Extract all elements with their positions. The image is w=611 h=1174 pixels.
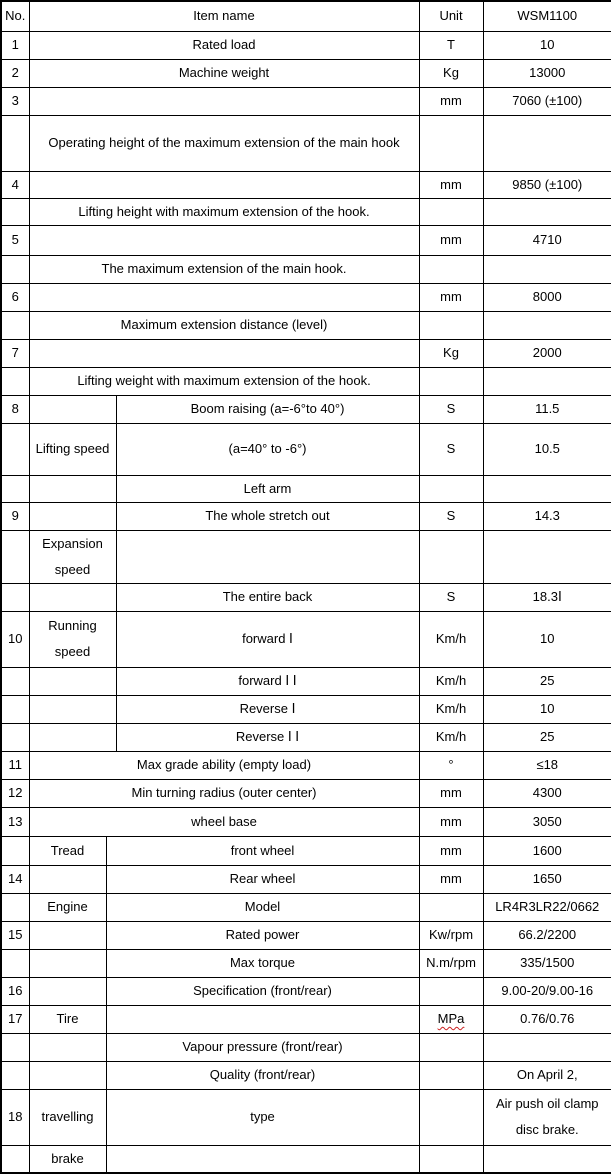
value-cell: ≤18 — [483, 751, 611, 779]
value-cell: 9.00-20/9.00-16 — [483, 977, 611, 1005]
item-cell: Min turning radius (outer center) — [29, 779, 419, 807]
item-cell — [106, 1005, 419, 1033]
value-cell: 66.2/2200 — [483, 921, 611, 949]
table-row — [1, 865, 611, 893]
no-cell: 9 — [1, 502, 29, 530]
group-cell — [29, 395, 116, 423]
unit-cell: S — [419, 502, 483, 530]
item-cell: Maximum extension distance (level) — [29, 311, 419, 339]
unit-cell: mm — [419, 87, 483, 115]
table-row — [1, 225, 611, 255]
table-row — [1, 339, 611, 367]
unit-cell — [419, 1005, 483, 1033]
no-cell: 7 — [1, 339, 29, 367]
table-row — [1, 395, 611, 423]
value-cell — [483, 198, 611, 225]
item-cell: forward Ⅰ — [116, 611, 419, 667]
no-cell: 5 — [1, 225, 29, 255]
unit-cell — [419, 977, 483, 1005]
group-cell — [29, 1061, 106, 1089]
unit-cell: Kg — [419, 59, 483, 87]
value-cell — [483, 1033, 611, 1061]
table-row — [1, 723, 611, 751]
group-cell: Tire — [29, 1005, 106, 1033]
item-cell: The entire back — [116, 583, 419, 611]
table-row — [1, 921, 611, 949]
no-cell: 14 — [1, 865, 29, 893]
unit-cell — [419, 1061, 483, 1089]
no-cell: 13 — [1, 807, 29, 836]
item-cell: Boom raising (a=-6°to 40°) — [116, 395, 419, 423]
no-cell — [1, 475, 29, 502]
table-row — [1, 198, 611, 225]
table-row — [1, 611, 611, 667]
unit-cell — [419, 115, 483, 171]
unit-cell: mm — [419, 865, 483, 893]
unit-cell: mm — [419, 779, 483, 807]
no-cell: 16 — [1, 977, 29, 1005]
unit-cell — [419, 198, 483, 225]
unit-cell: mm — [419, 171, 483, 198]
no-cell — [1, 1061, 29, 1089]
header-no: No. — [1, 1, 29, 31]
item-cell: Quality (front/rear) — [106, 1061, 419, 1089]
no-cell — [1, 893, 29, 921]
unit-cell: Kw/rpm — [419, 921, 483, 949]
group-cell: Running speed — [29, 611, 116, 667]
header-row — [1, 1, 611, 31]
unit-cell: Km/h — [419, 611, 483, 667]
no-cell — [1, 367, 29, 395]
no-cell — [1, 723, 29, 751]
value-cell: 8000 — [483, 283, 611, 311]
table-row — [1, 1089, 611, 1145]
table-row — [1, 171, 611, 198]
group-cell — [29, 1033, 106, 1061]
value-cell — [483, 475, 611, 502]
item-cell: Max grade ability (empty load) — [29, 751, 419, 779]
no-cell: 2 — [1, 59, 29, 87]
table-row — [1, 502, 611, 530]
group-cell — [29, 949, 106, 977]
no-cell — [1, 530, 29, 583]
value-cell — [483, 1145, 611, 1173]
value-cell — [483, 311, 611, 339]
group-cell — [29, 865, 106, 893]
no-cell — [1, 255, 29, 283]
unit-cell — [419, 367, 483, 395]
value-cell: 2000 — [483, 339, 611, 367]
item-cell — [29, 339, 419, 367]
group-cell: Engine — [29, 893, 106, 921]
value-cell: 14.3 — [483, 502, 611, 530]
table-row — [1, 779, 611, 807]
item-cell: (a=40° to -6°) — [116, 423, 419, 475]
unit-cell: mm — [419, 283, 483, 311]
no-cell: 10 — [1, 611, 29, 667]
table-row — [1, 255, 611, 283]
item-cell — [29, 283, 419, 311]
item-cell: Lifting height with maximum extension of the hook. — [29, 198, 419, 225]
group-cell: Tread — [29, 836, 106, 865]
value-cell: 3050 — [483, 807, 611, 836]
value-cell: 10 — [483, 31, 611, 59]
value-cell: Air push oil clamp disc brake. — [483, 1089, 611, 1145]
value-cell: On April 2, — [483, 1061, 611, 1089]
no-cell — [1, 667, 29, 695]
no-cell — [1, 583, 29, 611]
group-cell: travelling — [29, 1089, 106, 1145]
group-cell: Expansion speed — [29, 530, 116, 583]
item-cell — [29, 87, 419, 115]
table-row — [1, 583, 611, 611]
table-row — [1, 893, 611, 921]
unit-cell — [419, 255, 483, 283]
unit-cell — [419, 893, 483, 921]
item-cell — [116, 530, 419, 583]
header-item: Item name — [29, 1, 419, 31]
unit-cell — [419, 311, 483, 339]
value-cell — [483, 115, 611, 171]
table-row — [1, 115, 611, 171]
value-cell — [483, 530, 611, 583]
item-cell: Max torque — [106, 949, 419, 977]
no-cell — [1, 115, 29, 171]
value-cell: 9850 (±100) — [483, 171, 611, 198]
value-cell: 10 — [483, 611, 611, 667]
table-row — [1, 1033, 611, 1061]
group-cell — [29, 583, 116, 611]
no-cell — [1, 949, 29, 977]
value-cell: 18.3Ⅰ — [483, 583, 611, 611]
no-cell: 17 — [1, 1005, 29, 1033]
no-cell: 4 — [1, 171, 29, 198]
unit-cell — [419, 475, 483, 502]
no-cell — [1, 695, 29, 723]
unit-cell — [419, 1033, 483, 1061]
unit-cell: Kg — [419, 339, 483, 367]
value-cell: 0.76/0.76 — [483, 1005, 611, 1033]
group-cell — [29, 502, 116, 530]
table-row — [1, 751, 611, 779]
table-row — [1, 31, 611, 59]
unit-cell: N.m/rpm — [419, 949, 483, 977]
value-cell: 1600 — [483, 836, 611, 865]
value-cell — [483, 367, 611, 395]
group-cell: brake — [29, 1145, 106, 1173]
no-cell: 18 — [1, 1089, 29, 1145]
table-row — [1, 283, 611, 311]
unit-cell: Km/h — [419, 667, 483, 695]
item-cell: Operating height of the maximum extension of the main hook — [29, 115, 419, 171]
item-cell: front wheel — [106, 836, 419, 865]
no-cell: 3 — [1, 87, 29, 115]
no-cell — [1, 836, 29, 865]
table-row — [1, 807, 611, 836]
item-cell: Reverse Ⅰ Ⅰ — [116, 723, 419, 751]
item-cell: The maximum extension of the main hook. — [29, 255, 419, 283]
value-cell: 4710 — [483, 225, 611, 255]
unit-text-misspelled: MPa — [437, 1011, 465, 1026]
no-cell: 15 — [1, 921, 29, 949]
unit-cell: mm — [419, 836, 483, 865]
table-row — [1, 1005, 611, 1033]
item-cell: The whole stretch out — [116, 502, 419, 530]
table-row — [1, 423, 611, 475]
table-row — [1, 1145, 611, 1173]
group-cell — [29, 475, 116, 502]
table-row — [1, 1061, 611, 1089]
item-cell: Rear wheel — [106, 865, 419, 893]
item-cell: Machine weight — [29, 59, 419, 87]
table-row — [1, 977, 611, 1005]
table-row — [1, 59, 611, 87]
value-cell: 11.5 — [483, 395, 611, 423]
no-cell: 6 — [1, 283, 29, 311]
unit-cell: S — [419, 395, 483, 423]
no-cell: 8 — [1, 395, 29, 423]
value-cell: 13000 — [483, 59, 611, 87]
item-cell — [29, 171, 419, 198]
no-cell: 11 — [1, 751, 29, 779]
table-row — [1, 367, 611, 395]
item-cell: Left arm — [116, 475, 419, 502]
value-cell: 10.5 — [483, 423, 611, 475]
item-cell: Vapour pressure (front/rear) — [106, 1033, 419, 1061]
no-cell: 12 — [1, 779, 29, 807]
group-cell — [29, 695, 116, 723]
group-cell — [29, 723, 116, 751]
no-cell — [1, 1033, 29, 1061]
table-row — [1, 667, 611, 695]
value-cell: 25 — [483, 723, 611, 751]
item-cell: forward Ⅰ Ⅰ — [116, 667, 419, 695]
item-cell: Rated power — [106, 921, 419, 949]
table-row — [1, 530, 611, 583]
unit-cell: Km/h — [419, 723, 483, 751]
value-cell: 335/1500 — [483, 949, 611, 977]
group-cell: Lifting speed — [29, 423, 116, 475]
unit-cell: mm — [419, 807, 483, 836]
table-row — [1, 949, 611, 977]
unit-cell: ° — [419, 751, 483, 779]
header-unit: Unit — [419, 1, 483, 31]
table-row — [1, 836, 611, 865]
value-cell: 7060 (±100) — [483, 87, 611, 115]
value-cell: 10 — [483, 695, 611, 723]
group-cell — [29, 667, 116, 695]
group-cell — [29, 921, 106, 949]
unit-cell: mm — [419, 225, 483, 255]
no-cell — [1, 423, 29, 475]
item-cell: Model — [106, 893, 419, 921]
unit-cell: T — [419, 31, 483, 59]
item-cell: Reverse Ⅰ — [116, 695, 419, 723]
item-cell — [29, 225, 419, 255]
no-cell: 1 — [1, 31, 29, 59]
table-row — [1, 87, 611, 115]
item-cell: wheel base — [29, 807, 419, 836]
no-cell — [1, 1145, 29, 1173]
value-cell: LR4R3LR22/0662 — [483, 893, 611, 921]
group-cell — [29, 977, 106, 1005]
item-cell — [106, 1145, 419, 1173]
unit-cell — [419, 1145, 483, 1173]
item-cell: Lifting weight with maximum extension of the hook. — [29, 367, 419, 395]
unit-cell — [419, 1089, 483, 1145]
table-row — [1, 695, 611, 723]
no-cell — [1, 311, 29, 339]
value-cell — [483, 255, 611, 283]
value-cell: 1650 — [483, 865, 611, 893]
no-cell — [1, 198, 29, 225]
unit-cell: S — [419, 423, 483, 475]
table-row — [1, 475, 611, 502]
table-row — [1, 311, 611, 339]
unit-cell: Km/h — [419, 695, 483, 723]
item-cell: Specification (front/rear) — [106, 977, 419, 1005]
spec-table-body — [1, 1, 611, 1173]
item-cell: type — [106, 1089, 419, 1145]
header-model: WSM1100 — [483, 1, 611, 31]
value-cell: 4300 — [483, 779, 611, 807]
value-cell: 25 — [483, 667, 611, 695]
unit-cell — [419, 530, 483, 583]
item-cell: Rated load — [29, 31, 419, 59]
unit-cell: S — [419, 583, 483, 611]
